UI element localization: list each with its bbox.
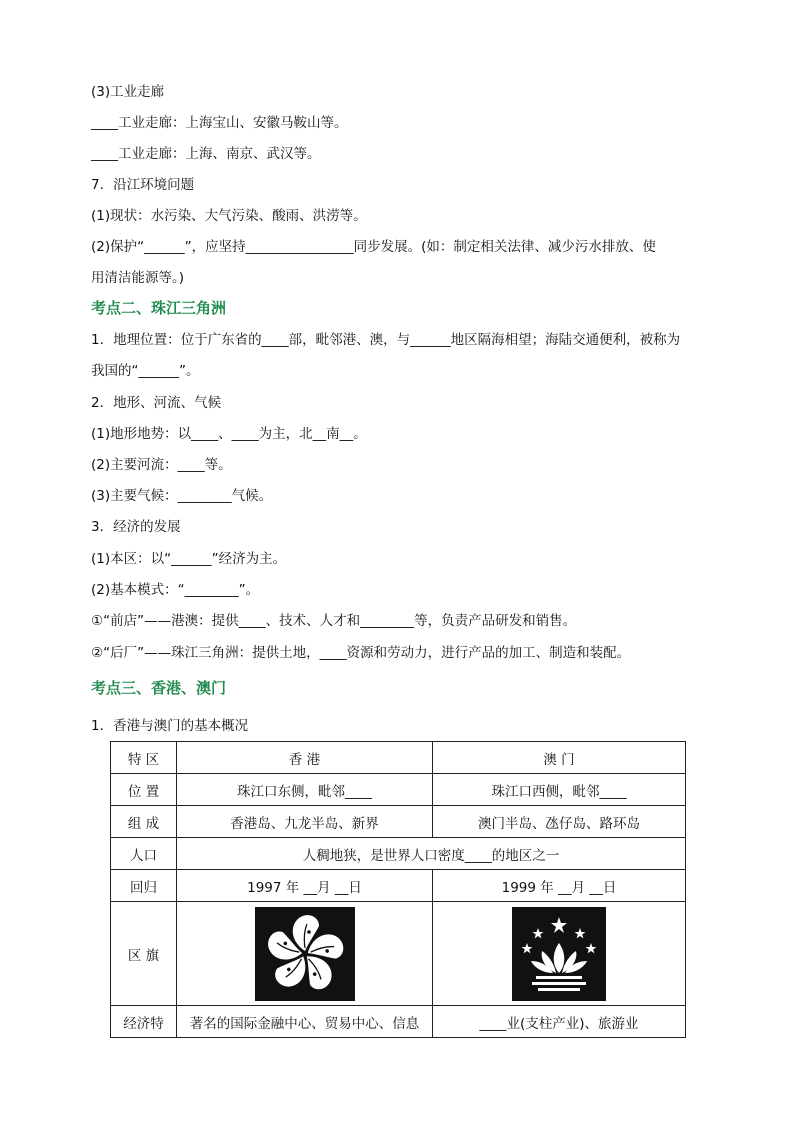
text-line: 3．经济的发展 — [91, 519, 181, 535]
table-cell: 组 成 — [111, 806, 177, 838]
table-cell: ____业(支柱产业)、旅游业 — [433, 1006, 686, 1038]
text-line: 用清洁能源等。) — [91, 270, 185, 286]
overview-table — [110, 741, 686, 1038]
table-cell: 香港岛、九龙半岛、新界 — [177, 806, 433, 838]
table-cell: 回归 — [111, 870, 177, 902]
text-line: (1)本区：以“______”经济为主。 — [91, 551, 287, 567]
text-line: 我国的“______”。 — [91, 363, 200, 379]
text-line: (2)主要河流：____等。 — [91, 457, 232, 473]
table-cell: 1999 年 __月 __日 — [433, 870, 686, 902]
table-row — [111, 806, 686, 838]
hk-flag-cell — [177, 902, 433, 1006]
text-line: ②“后厂”——珠江三角洲：提供土地，____资源和劳动力，进行产品的加工、制造和装配。 — [91, 645, 631, 661]
text-line: 7．沿江环境问题 — [91, 177, 195, 193]
text-line: (2)基本模式：“________”。 — [91, 582, 260, 598]
table-cell: 经济特 — [111, 1006, 177, 1038]
text-line: 2．地形、河流、气候 — [91, 395, 222, 411]
text-line: ____工业走廊：上海、南京、武汉等。 — [91, 146, 321, 162]
section-heading: 考点二、珠江三角洲 — [91, 299, 227, 317]
table-cell: 人口 — [111, 838, 177, 870]
text-line: (3)主要气候：________气候。 — [91, 488, 273, 504]
lotus-stars-icon — [512, 907, 606, 1001]
table-cell: 特 区 — [111, 742, 177, 774]
text-line: ①“前店”——港澳：提供____、技术、人才和________等，负责产品研发和销售。 — [91, 613, 577, 629]
bauhinia-flower-icon — [255, 907, 355, 1001]
table-cell: 人稠地狭，是世界人口密度____的地区之一 — [177, 838, 686, 870]
table-cell: 珠江口西侧，毗邻____ — [433, 774, 686, 806]
section-heading: 考点三、香港、澳门 — [91, 679, 227, 697]
text-line: (1)现状：水污染、大气污染、酸雨、洪涝等。 — [91, 208, 367, 224]
table-cell: 1997 年 __月 __日 — [177, 870, 433, 902]
macau-flag-cell — [433, 902, 686, 1006]
table-cell: 香 港 — [177, 742, 433, 774]
table-row-flags — [111, 902, 686, 1006]
text-line: 1．香港与澳门的基本概况 — [91, 718, 249, 734]
table-cell: 澳门半岛、氹仔岛、路环岛 — [433, 806, 686, 838]
table-cell: 珠江口东侧，毗邻____ — [177, 774, 433, 806]
table-row — [111, 870, 686, 902]
table-row — [111, 838, 686, 870]
text-line: (2)保护“______”，应坚持________________同步发展。(如：制定相关法律、减少污水排放、使 — [91, 239, 656, 255]
text-line: (1)地形地势：以____、____为主，北__南__。 — [91, 426, 367, 442]
table-row — [111, 1006, 686, 1038]
table-cell: 澳 门 — [433, 742, 686, 774]
text-line: (3)工业走廊 — [91, 84, 165, 100]
table-cell: 区 旗 — [111, 902, 177, 1006]
text-line: 1．地理位置：位于广东省的____部，毗邻港、澳，与______地区隔海相望；海陆交通便利，被称为 — [91, 332, 681, 348]
table-header-row — [111, 742, 686, 774]
table-cell: 位 置 — [111, 774, 177, 806]
text-line: ____工业走廊：上海宝山、安徽马鞍山等。 — [91, 115, 348, 131]
table-row — [111, 774, 686, 806]
table-cell: 著名的国际金融中心、贸易中心、信息 — [177, 1006, 433, 1038]
